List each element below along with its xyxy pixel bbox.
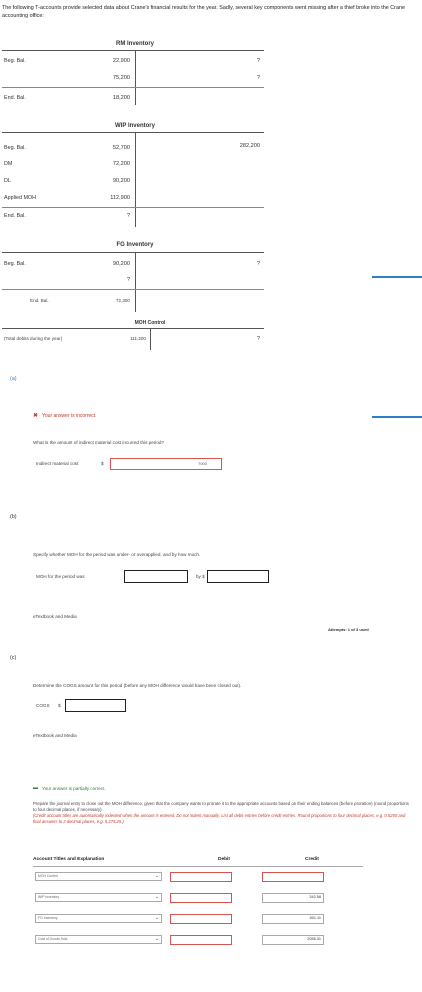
intro-text: The following T-accounts provide selected data about Crane's financial results for the year. Sadly, several key components went missing after a thief broke into the Crane accounting office: bbox=[2, 5, 405, 19]
chevron-down-icon: ⌄ bbox=[154, 873, 159, 879]
wip-row-value: 52,700 bbox=[112, 145, 130, 151]
moh-difference-input[interactable] bbox=[207, 570, 269, 583]
part-b-marker: (b) bbox=[10, 514, 17, 520]
fg-q-debit: ? bbox=[126, 277, 130, 283]
credit-input[interactable]: 501.11 bbox=[262, 914, 324, 924]
wip-row-value: ? bbox=[126, 213, 130, 219]
moh-period-label: MOH for the period was bbox=[36, 574, 85, 579]
chevron-down-icon: ⌄ bbox=[154, 894, 159, 900]
wip-row-label: DL bbox=[4, 178, 11, 184]
wip-row-label: Beg. Bal. bbox=[4, 145, 26, 151]
fg-end-value: 72,300 bbox=[115, 298, 130, 303]
col-account-header: Account Titles and Explanation bbox=[33, 857, 105, 862]
wip-row-label: Applied MOH bbox=[4, 195, 37, 201]
fg-beg-value: 90,200 bbox=[112, 261, 130, 267]
part-d-note: (Credit account titles are automatically indented when the amount is entered. Do not indent manually. List all debit entries before credit entries. Round proportions to four decimal places, e.g. 0.5250 and final answers to 2 decimal places, e.g. 5,275.25.) bbox=[33, 813, 406, 824]
part-d-instructions: Prepare the journal entry to close out the MOH difference, given that the company wants to prorate it to the appropriate accounts based on their ending balances (before proration) (round proportions to four decimal places, if necessary). bbox=[33, 801, 409, 812]
part-b-question: Specify whether MOH for the period was under- or overapplied, and by how much. bbox=[33, 552, 201, 557]
wip-row-value: 112,900 bbox=[110, 195, 130, 201]
part-c-question: Determine the COGS amount for this period (before any MOH difference would have been closed out). bbox=[33, 683, 242, 688]
credit-input[interactable] bbox=[262, 872, 324, 882]
credit-input[interactable]: 2056.31 bbox=[262, 935, 324, 945]
wip-row-label: DM bbox=[4, 161, 13, 167]
indirect-material-input[interactable] bbox=[110, 458, 222, 470]
indirect-material-value: 7000 bbox=[198, 461, 207, 466]
wip-top-line bbox=[2, 132, 264, 133]
fg-credit: ? bbox=[256, 261, 260, 267]
moh-control-title: MOH Control bbox=[134, 320, 166, 326]
rm-debit-1: 22,900 bbox=[112, 58, 130, 64]
fg-beg-label: Beg. Bal. bbox=[4, 261, 26, 267]
debit-input[interactable] bbox=[170, 893, 232, 903]
rm-inventory-center-line bbox=[135, 50, 136, 105]
chevron-down-icon: ⌄ bbox=[154, 915, 159, 921]
rm-debit-2: 75,200 bbox=[112, 75, 130, 81]
part-a-marker: (a) bbox=[10, 376, 17, 382]
etextbook-link[interactable]: eTextbook and Media bbox=[33, 733, 77, 738]
wip-center-line bbox=[135, 132, 136, 227]
part-c-marker: (c) bbox=[10, 655, 17, 661]
fg-end-label: End. Bal. bbox=[30, 298, 49, 303]
moh-debit-label: (Total debits during the year) bbox=[4, 336, 63, 341]
fg-top-line bbox=[2, 252, 264, 253]
rm-credit-1: ? bbox=[256, 58, 260, 64]
debit-input[interactable] bbox=[170, 872, 232, 882]
col-debit-header: Debit bbox=[218, 857, 230, 862]
attempts-counter: Attempts: 1 of 3 used bbox=[328, 627, 369, 632]
fg-center-line bbox=[135, 252, 136, 312]
rm-inventory-title: RM Inventory bbox=[115, 41, 154, 47]
cogs-label: COGS bbox=[36, 703, 50, 708]
indirect-material-label: Indirect material cost bbox=[36, 461, 79, 466]
account-select[interactable]: MOH Control ⌄ bbox=[35, 872, 162, 881]
fg-total-line bbox=[2, 289, 264, 290]
debit-input[interactable] bbox=[170, 914, 232, 924]
debit-input[interactable] bbox=[170, 935, 232, 945]
table-header-line bbox=[33, 866, 363, 867]
part-a-error: Your answer is incorrect. bbox=[42, 413, 97, 419]
currency-sign: $ bbox=[58, 703, 61, 708]
wip-inventory-title: WIP Inventory bbox=[115, 123, 155, 129]
rm-credit-2: ? bbox=[256, 75, 260, 81]
rm-beg-label: Beg. Bal. bbox=[4, 58, 26, 64]
chevron-down-icon: ⌄ bbox=[154, 936, 159, 942]
currency-sign: $ bbox=[101, 461, 104, 466]
account-select[interactable]: Cost of Goods Sold ⌄ bbox=[35, 935, 162, 944]
etextbook-link[interactable]: eTextbook and Media bbox=[33, 614, 77, 619]
cogs-input[interactable] bbox=[65, 699, 126, 712]
account-select[interactable]: FG Inventory ⌄ bbox=[35, 914, 162, 923]
fg-inventory-title: FG Inventory bbox=[116, 242, 154, 248]
moh-top-line bbox=[2, 328, 264, 329]
error-x-icon: ✖ bbox=[33, 413, 39, 419]
scroll-accent-line bbox=[372, 276, 422, 278]
rm-total-line bbox=[2, 87, 264, 88]
moh-credit: ? bbox=[256, 336, 260, 342]
rm-debit-3: 18,200 bbox=[112, 95, 130, 101]
wip-row-value: 72,200 bbox=[112, 161, 130, 167]
account-select[interactable]: WIP Inventory ⌄ bbox=[35, 893, 162, 902]
wip-credit: 282,200 bbox=[239, 143, 260, 149]
moh-applied-select[interactable] bbox=[124, 570, 188, 583]
credit-input[interactable]: 342.58 bbox=[262, 893, 324, 903]
part-a-question: What is the amount of indirect material cost incurred this period? bbox=[33, 440, 164, 445]
wip-row-label: End. Bal. bbox=[4, 213, 26, 219]
moh-center-line bbox=[150, 328, 151, 350]
moh-debit-value: 111,200 bbox=[130, 336, 146, 341]
rm-end-label: End. Bal. bbox=[4, 95, 26, 101]
by-amount-label: by $ bbox=[196, 574, 205, 579]
col-credit-header: Credit bbox=[305, 857, 319, 862]
part-d-status: Your answer is partially correct. bbox=[42, 786, 106, 791]
scroll-accent-line bbox=[372, 416, 422, 418]
wip-row-value: 90,200 bbox=[112, 178, 130, 184]
wip-total-line bbox=[2, 207, 264, 208]
partial-status-icon: ▬ bbox=[33, 785, 38, 791]
rm-inventory-top-line bbox=[2, 50, 264, 51]
